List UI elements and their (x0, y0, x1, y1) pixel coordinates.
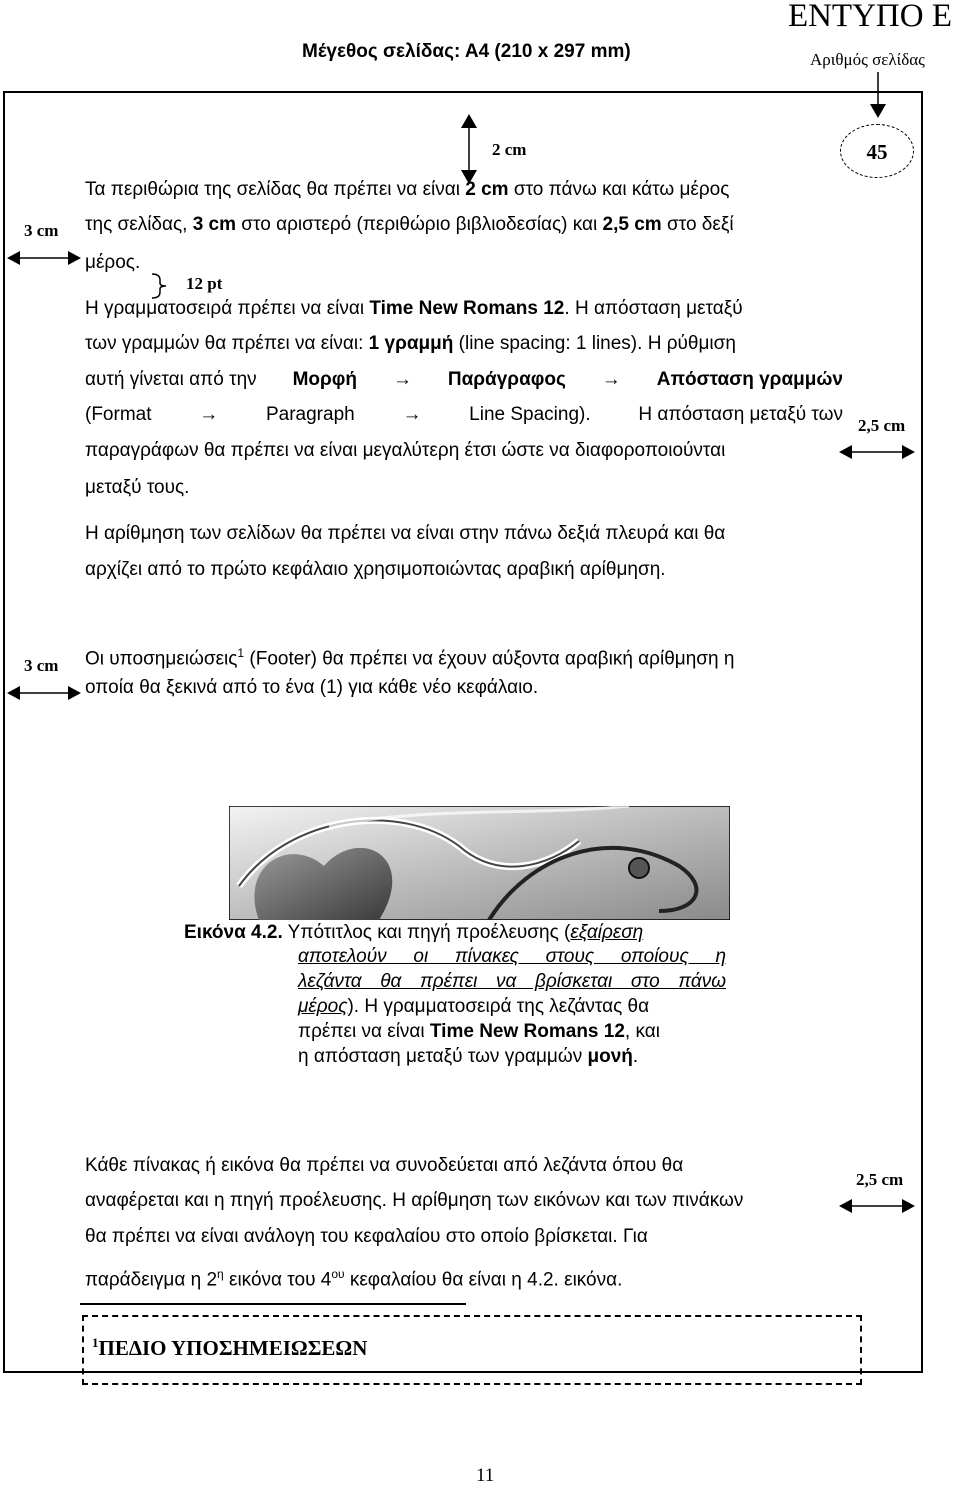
text-italic: αποτελούν οι πίνακες στους οποίους η (298, 946, 726, 967)
page-frame (3, 91, 923, 1373)
text-span: (Format (85, 404, 152, 425)
right-margin-label-2: 2,5 cm (856, 1170, 904, 1189)
text-span: Υπότιτλος και πηγή προέλευσης ( (282, 922, 571, 943)
text-span: αρχίζει από το πρώτο κεφάλαιο χρησιμοποιώντας αραβική αρίθμηση. (85, 559, 666, 580)
arrow-right-icon: → (601, 369, 621, 390)
text-italic: μέρος (298, 996, 348, 1017)
text-bold: 1 γραμμή (368, 333, 454, 354)
text-span: Η απόσταση μεταξύ των (638, 404, 843, 425)
text-span: θα πρέπει να είναι ανάλογη του κεφαλαίου στο οποίο βρίσκεται. Για (85, 1226, 648, 1247)
text-span: , και (624, 1021, 660, 1042)
text-span: Η αρίθμηση των σελίδων θα πρέπει να είναι στην πάνω δεξιά πλευρά και θα (85, 523, 726, 544)
body-line (85, 1262, 843, 1292)
body-line (85, 439, 837, 463)
body-line (85, 403, 843, 427)
top-margin-label: 2 cm (492, 140, 527, 159)
text-span: Τα περιθώρια της σελίδας θα πρέπει να είναι (85, 179, 466, 200)
text-span: Οι υποσημειώσεις (85, 648, 238, 670)
caption-label: Εικόνα 4.2. (184, 922, 283, 943)
text-span: μεταξύ τους. (85, 477, 190, 498)
left-margin-arrow-icon (6, 248, 82, 268)
body-line (85, 213, 843, 237)
left-margin-label-2: 3 cm (24, 656, 59, 675)
page-number: 45 (866, 140, 888, 164)
body-line (85, 1189, 843, 1213)
body-line (85, 641, 843, 671)
text-bold: Παράγραφος (447, 369, 566, 390)
body-line (85, 558, 843, 582)
body-line (85, 251, 843, 275)
text-bold: 2,5 cm (602, 214, 662, 235)
footnote-ref: 1 (237, 646, 245, 660)
caption-line (184, 921, 726, 945)
text-span: ΠΕΔΙΟ ΥΠΟΣΗΜΕΙΩΣΕΩΝ (98, 1336, 368, 1360)
text-span: Paragraph (265, 404, 355, 425)
text-span: στο πάνω και κάτω μέρος (508, 179, 730, 200)
text-span: Η γραμματοσειρά πρέπει να είναι (85, 298, 370, 319)
superscript: η (217, 1267, 224, 1281)
text-span: αναφέρεται και η πηγή προέλευσης. Η αρίθμηση των εικόνων και των πινάκων (85, 1190, 744, 1211)
text-span: Κάθε πίνακας ή εικόνα θα πρέπει να συνοδεύεται από λεζάντα όπου θα (85, 1155, 684, 1176)
arrow-right-icon: → (402, 404, 422, 425)
page-number-label: Αριθμός σελίδας (810, 50, 925, 69)
caption-line (298, 1020, 726, 1044)
text-bold: Time New Romans 12 (429, 1021, 625, 1042)
body-line (85, 1154, 843, 1178)
text-bold: 2 cm (465, 179, 509, 200)
arrow-right-icon: → (199, 404, 219, 425)
left-margin-arrow-icon-2 (6, 683, 82, 703)
text-span: παραγράφων θα πρέπει να είναι μεγαλύτερη έτσι ώστε να διαφοροποιούνται (85, 440, 726, 461)
text-span: . (632, 1046, 639, 1067)
text-italic: λεζάντα θα πρέπει να βρίσκεται στο πάνω (298, 971, 726, 992)
text-span: της σελίδας, (85, 214, 193, 235)
text-span: οποία θα ξεκινά από το ένα (1) για κάθε νέο κεφάλαιο. (85, 677, 539, 698)
text-span: (Footer) θα πρέπει να έχουν αύξοντα αραβική αρίθμηση η (244, 648, 735, 670)
text-bold: Μορφή (292, 369, 357, 390)
footnote-number: 1 (92, 1335, 99, 1350)
page-size-heading: Μέγεθος σελίδας: Α4 (210 x 297 mm) (302, 41, 631, 62)
text-span: στο αριστερό (περιθώριο βιβλιοδεσίας) και (236, 214, 603, 235)
right-margin-arrow-icon (838, 442, 916, 462)
text-span: αυτή γίνεται από την (85, 369, 257, 390)
body-line (85, 476, 843, 500)
text-span: των γραμμών θα πρέπει να είναι: (85, 333, 369, 354)
body-line (85, 522, 843, 546)
line-spacing-bracket-icon (150, 272, 172, 300)
right-margin-arrow-icon-2 (838, 1196, 916, 1216)
text-span: . Η απόσταση μεταξύ (564, 298, 743, 319)
text-span: η απόσταση μεταξύ των γραμμών (298, 1046, 588, 1067)
figure-image (229, 806, 730, 920)
footnote-separator (80, 1303, 466, 1305)
text-bold: 3 cm (192, 214, 237, 235)
arrow-right-icon: → (392, 369, 412, 390)
caption-line (298, 970, 726, 994)
text-span: στο δεξί (661, 214, 734, 235)
superscript: ου (331, 1267, 345, 1281)
text-bold: Time New Romans 12 (369, 298, 565, 319)
body-line (85, 1225, 843, 1249)
text-bold: Απόσταση γραμμών (656, 369, 843, 390)
footer-page-number: 11 (476, 1465, 495, 1486)
text-span: μέρος. (85, 252, 141, 273)
body-line (85, 297, 843, 321)
footnote-text (92, 1330, 367, 1361)
caption-line (298, 945, 726, 969)
text-span: εικόνα του 4 (223, 1269, 332, 1291)
body-line (85, 676, 843, 700)
caption-line (298, 995, 726, 1019)
text-bold: μονή (587, 1046, 633, 1067)
text-span: παράδειγμα η 2 (85, 1269, 218, 1291)
text-span: κεφαλαίου θα είναι η 4.2. εικόνα. (344, 1269, 623, 1291)
page-number-arrow-icon (866, 72, 890, 122)
right-margin-label: 2,5 cm (858, 416, 906, 435)
body-line (85, 178, 843, 202)
text-italic: εξαίρεση (570, 922, 644, 943)
body-line (85, 332, 843, 356)
text-span: Line Spacing). (469, 404, 591, 425)
left-margin-label: 3 cm (24, 221, 59, 240)
top-margin-arrow-icon (458, 112, 480, 186)
text-span: πρέπει να είναι (298, 1021, 430, 1042)
caption-line (298, 1045, 726, 1069)
text-span: ). Η γραμματοσειρά της λεζάντας θα (347, 996, 650, 1017)
form-label: ΕΝΤΥΠΟ Ε (787, 0, 952, 34)
body-line (85, 368, 843, 392)
line-spacing-label: 12 pt (186, 274, 223, 293)
text-span: (line spacing: 1 lines). Η ρύθμιση (453, 333, 736, 354)
